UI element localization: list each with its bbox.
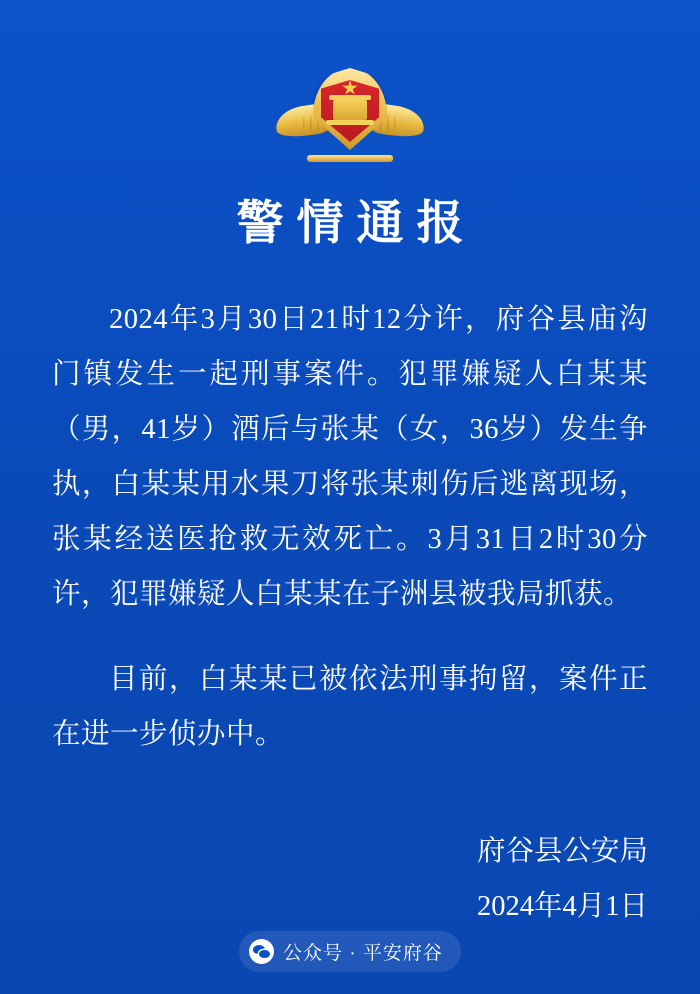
wechat-account-label: 公众号 · 平安府谷 bbox=[283, 943, 443, 964]
notice-paragraph-1: 2024年3月30日21时12分许，府谷县庙沟门镇发生一起刑事案件。犯罪嫌疑人白某某（男，41岁）酒后与张某（女，36岁）发生争执，白某某用水果刀将张某刺伤后逃离现场，张某经送医抢救无效死亡。3月31日2时30分许，犯罪嫌疑人白某某在子洲县被我局抓获。 bbox=[52, 304, 648, 610]
emblem-tiananmen-icon bbox=[333, 100, 367, 120]
wechat-icon bbox=[249, 939, 274, 964]
notice-paragraph-2: 目前，白某某已被依法刑事拘留，案件正在进一步侦办中。 bbox=[52, 664, 648, 750]
signature-block bbox=[477, 824, 648, 934]
emblem-container bbox=[0, 62, 700, 166]
page-title: 警情通报 bbox=[236, 198, 477, 250]
signature-date: 2024年4月1日 bbox=[476, 891, 648, 922]
emblem-base-bar bbox=[307, 155, 393, 162]
footer bbox=[0, 931, 700, 972]
wechat-account-badge[interactable] bbox=[239, 931, 461, 972]
notice-body bbox=[52, 292, 648, 762]
signature-issuer: 府谷县公安局 bbox=[476, 836, 648, 867]
police-badge-emblem bbox=[275, 62, 425, 166]
